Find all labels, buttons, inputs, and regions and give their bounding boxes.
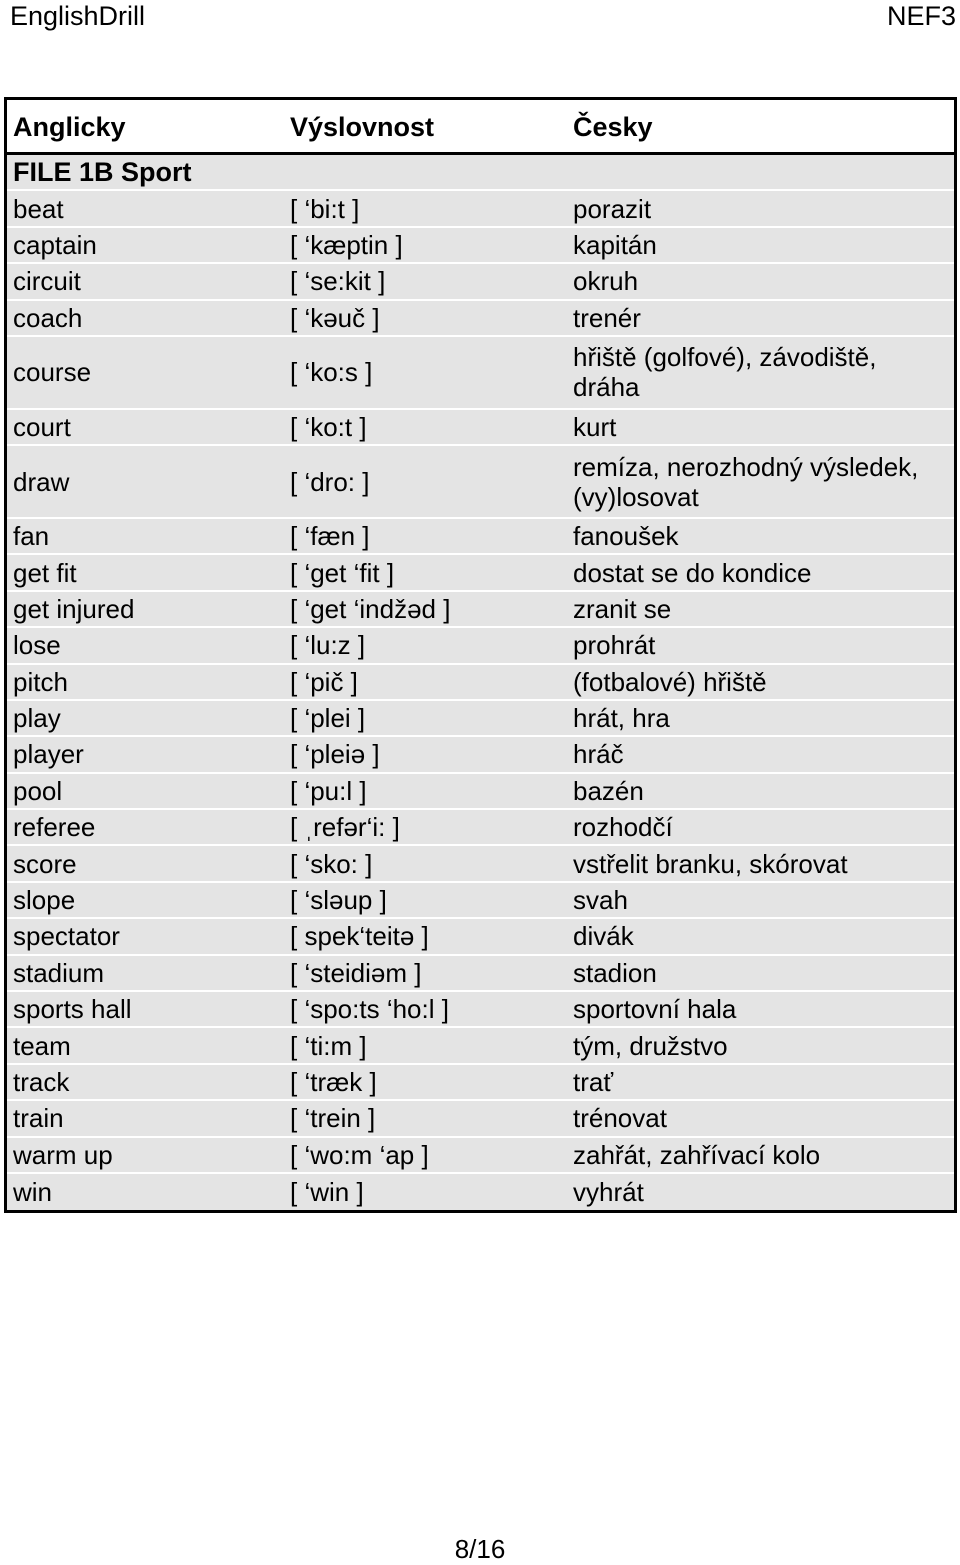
czech-translation: prohrát [573, 630, 656, 661]
pronunciation: [ ‘bi:t ] [290, 193, 360, 224]
pronunciation: [ ‘pič ] [290, 666, 358, 697]
czech-translation: kurt [573, 411, 617, 442]
czech-translation: hrát, hra [573, 703, 670, 734]
english-word: get injured [13, 593, 135, 624]
english-word: pitch [13, 666, 68, 697]
pronunciation: [ ‘dro: ] [290, 466, 370, 497]
english-word: referee [13, 812, 96, 843]
pronunciation: [ ‘sko: ] [290, 848, 373, 879]
english-word: course [13, 357, 92, 388]
column-header-pronunciation: Výslovnost [290, 112, 435, 142]
english-word: sports hall [13, 994, 132, 1025]
czech-translation: fanoušek [573, 521, 679, 552]
table-row [7, 665, 954, 701]
pronunciation: [ ‘plei ] [290, 703, 366, 734]
table-row [7, 1138, 954, 1174]
czech-translation: porazit [573, 193, 652, 224]
english-word: stadium [13, 957, 105, 988]
english-word: spectator [13, 921, 120, 952]
czech-translation: vstřelit branku, skórovat [573, 848, 848, 879]
czech-translation: okruh [573, 266, 639, 297]
czech-translation: rozhodčí [573, 812, 673, 843]
czech-translation: hřiště (golfové), závodiště, dráha [573, 342, 877, 403]
czech-translation: divák [573, 921, 634, 952]
czech-translation: trénovat [573, 1103, 667, 1134]
table-header-row [7, 100, 954, 155]
pronunciation: [ ‘spo:ts ‘ho:l ] [290, 994, 449, 1025]
vocabulary-table [4, 97, 957, 1213]
pronunciation: [ ‘se:kit ] [290, 266, 386, 297]
czech-translation: zranit se [573, 593, 672, 624]
table-row [7, 555, 954, 591]
pronunciation: [ ‘pu:l ] [290, 775, 367, 806]
czech-translation: kapitán [573, 229, 657, 260]
table-row [7, 410, 954, 446]
english-word: circuit [13, 266, 81, 297]
czech-translation: bazén [573, 775, 644, 806]
section-heading-row [7, 155, 954, 191]
english-word: pool [13, 775, 63, 806]
english-word: get fit [13, 557, 77, 588]
header-book-code: NEF3 [886, 1, 956, 31]
table-row [7, 228, 954, 264]
czech-translation: dostat se do kondice [573, 557, 812, 588]
czech-translation: trenér [573, 302, 641, 333]
czech-translation: sportovní hala [573, 994, 737, 1025]
pronunciation: [ ‘get ‘fit ] [290, 557, 395, 588]
pronunciation: [ ‘kəuč ] [290, 302, 380, 333]
table-row [7, 883, 954, 919]
pronunciation: [ ‘pleiə ] [290, 739, 380, 770]
table-row [7, 628, 954, 664]
czech-translation: vyhrát [573, 1177, 644, 1208]
table-row [7, 1028, 954, 1064]
pronunciation: [ ‘fæn ] [290, 521, 370, 552]
table-row [7, 446, 954, 519]
english-word: play [13, 703, 61, 734]
pronunciation: [ ‘træk ] [290, 1066, 377, 1097]
page-number: 8/16 [454, 1534, 506, 1564]
table-row [7, 846, 954, 882]
english-word: team [13, 1030, 71, 1061]
pronunciation: [ ˌrefər‘i: ] [290, 812, 400, 843]
pronunciation: [ ‘get ‘indžəd ] [290, 593, 451, 624]
table-row [7, 810, 954, 846]
table-row [7, 774, 954, 810]
pronunciation: [ ‘wo:m ‘ap ] [290, 1139, 429, 1170]
english-word: score [13, 848, 77, 879]
english-word: lose [13, 630, 61, 661]
pronunciation: [ ‘sləup ] [290, 885, 387, 916]
table-row [7, 301, 954, 337]
table-row [7, 956, 954, 992]
english-word: warm up [13, 1139, 113, 1170]
pronunciation: [ ‘kæptin ] [290, 229, 403, 260]
pronunciation: [ spek‘teitə ] [290, 921, 429, 952]
czech-translation: remíza, nerozhodný výsledek, (vy)losovat [573, 451, 919, 512]
table-row [7, 992, 954, 1028]
english-word: draw [13, 466, 70, 497]
english-word: train [13, 1103, 64, 1134]
table-row [7, 519, 954, 555]
czech-translation: zahřát, zahřívací kolo [573, 1139, 821, 1170]
english-word: track [13, 1066, 70, 1097]
header-title: EnglishDrill [10, 1, 146, 31]
pronunciation: [ ‘ko:t ] [290, 411, 367, 442]
pronunciation: [ ‘win ] [290, 1177, 364, 1208]
table-row [7, 1101, 954, 1137]
czech-translation: svah [573, 885, 628, 916]
pronunciation: [ ‘lu:z ] [290, 630, 366, 661]
table-row [7, 264, 954, 300]
english-word: win [13, 1177, 53, 1208]
table-row [7, 919, 954, 955]
english-word: court [13, 411, 71, 442]
table-row [7, 1174, 954, 1210]
table-row [7, 737, 954, 773]
table-row [7, 191, 954, 227]
table-row [7, 1065, 954, 1101]
english-word: coach [13, 302, 83, 333]
czech-translation: hráč [573, 739, 624, 770]
english-word: slope [13, 885, 76, 916]
english-word: beat [13, 193, 64, 224]
pronunciation: [ ‘steidiəm ] [290, 957, 422, 988]
pronunciation: [ ‘ti:m ] [290, 1030, 367, 1061]
table-row [7, 592, 954, 628]
pronunciation: [ ‘trein ] [290, 1103, 376, 1134]
english-word: captain [13, 229, 97, 260]
czech-translation: stadion [573, 957, 657, 988]
czech-translation: trať [573, 1066, 614, 1097]
english-word: player [13, 739, 84, 770]
pronunciation: [ ‘ko:s ] [290, 357, 373, 388]
english-word: fan [13, 521, 50, 552]
czech-translation: tým, družstvo [573, 1030, 728, 1061]
czech-translation: (fotbalové) hřiště [573, 666, 767, 697]
column-header-english: Anglicky [13, 112, 126, 142]
column-header-czech: Česky [573, 112, 653, 142]
table-row [7, 701, 954, 737]
section-heading: FILE 1B Sport [13, 157, 192, 188]
table-row [7, 337, 954, 410]
